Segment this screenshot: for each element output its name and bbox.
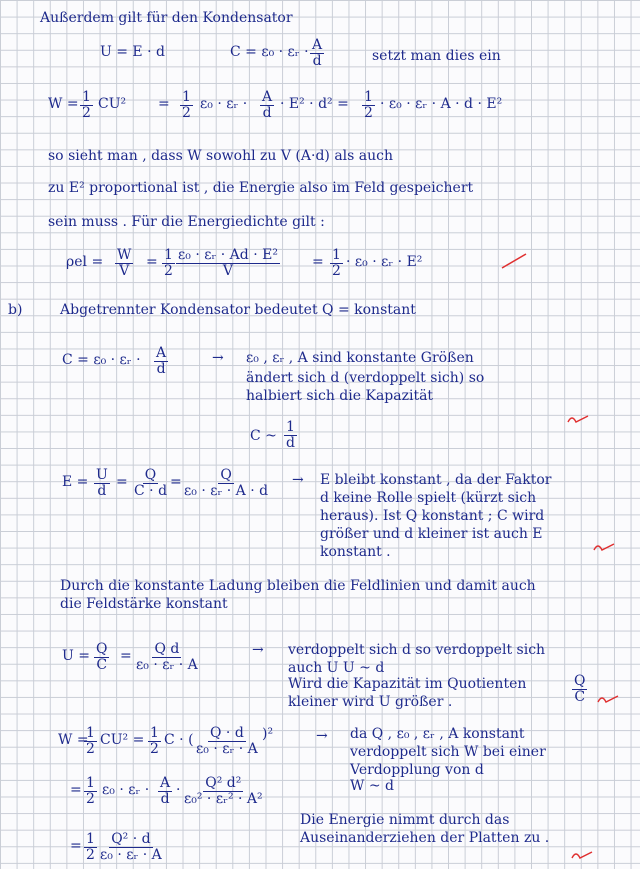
line-energie-nimmt: Die Energie nimmt durch das [300,812,510,828]
equals: = [120,648,132,664]
frac-one-half [84,726,97,757]
frac-den: 2 [86,847,95,863]
frac-u-over-d [94,468,110,499]
frac-num: A [262,89,273,105]
line-da-q: da Q , ε₀ , εᵣ , A konstant [350,726,525,742]
line-verdopplung: Verdopplung von d [350,762,484,778]
formula-rho: ρel = [66,254,104,270]
frac-one-over-d [284,420,297,451]
formula-cu2: CU² = [100,732,145,748]
formula-c: C = ε₀ · εᵣ · [62,352,141,368]
teacher-check-mark [570,846,600,864]
frac-one-half [80,90,93,121]
frac-den: ε₀ · εᵣ · A [100,847,162,863]
frac-num: U [96,467,108,483]
frac-den: 2 [332,263,341,279]
line-so-sieht: so sieht man , dass W sowohl zu V (A·d) als auch [48,148,394,164]
line-feldstaerke: die Feldstärke konstant [60,596,228,612]
frac-den: d [97,483,107,499]
formula-w: W = [58,732,89,748]
frac-num: Q² d² [205,775,242,791]
line-konstante: ε₀ , εᵣ , A sind konstante Größen [246,350,474,366]
line-verdoppelt: verdoppelt sich d so verdoppelt sich [288,642,546,658]
line-auseinander: Auseinanderziehen der Platten zu . [300,830,550,846]
formula-e: E = [62,474,89,490]
frac-den: ε₀ · εᵣ · A [136,657,198,673]
formula-eps: ε₀ · εᵣ · [200,96,248,112]
equals: = [146,254,158,270]
line-proportional: zu E² proportional ist , die Energie also im Feld gespeichert [48,180,474,196]
frac-num: Q [220,467,232,483]
frac-num: Q d [154,641,180,657]
frac-a-over-d [260,90,274,121]
frac-num: 1 [182,89,191,105]
arrow-right: → [252,642,264,658]
equals: = [70,782,82,798]
line-intro: Außerdem gilt für den Kondensator [40,10,293,26]
formula-u: U = [62,648,90,664]
teacher-check-mark [500,250,530,270]
frac-one-half [148,726,161,757]
frac-den: C [574,689,586,705]
frac-den: 2 [86,741,95,757]
frac-num: 1 [86,725,95,741]
frac-num: A [160,775,171,791]
frac-den: d [156,361,166,377]
frac-num: 1 [286,419,295,435]
frac-num: Q [144,467,157,483]
line-setzt: setzt man dies ein [372,48,501,64]
section-label-b: b) [8,302,23,318]
frac-qd-over-eps [196,726,258,757]
equals: = [70,838,82,854]
frac-num: 1 [86,831,95,847]
frac-one-half [180,90,193,121]
frac-den: d [262,105,272,121]
frac-qd-over-eps [136,642,198,673]
line-groesser: größer und d kleiner ist auch E [320,526,543,542]
line-w-prop: W ~ d [350,778,394,794]
frac-energy-density [176,248,280,279]
frac-one-half [362,90,375,121]
formula-c-prop: C ~ [250,428,277,444]
frac-den: V [119,263,130,279]
frac-den: d [285,435,295,451]
teacher-check-mark [592,538,622,556]
frac-w-over-v [115,248,133,279]
frac-one-half [162,248,175,279]
frac-den: 2 [182,105,191,121]
frac-den: ε₀ · εᵣ · A · d [184,483,269,499]
equals: = [170,474,182,490]
arrow-right: → [316,728,328,744]
formula-c-open: C · ( [164,732,194,748]
frac-den: 2 [86,791,95,807]
frac-num: A [156,345,167,361]
line-energiedichte: sein muss . Für die Energiedichte gilt : [48,214,325,230]
formula-w: W = [48,96,79,112]
frac-a-over-d [154,346,168,377]
equals: = [116,474,128,490]
frac-num: Q² · d [111,831,151,847]
frac-num: 1 [364,89,373,105]
line-konstant: konstant . [320,544,391,560]
frac-num: Q [96,641,108,657]
frac-num: ε₀ · εᵣ · Ad · E² [178,247,278,263]
frac-a-over-d [158,776,172,807]
frac-den: V [222,263,234,279]
formula-e2d2: · E² · d² = [280,96,349,112]
frac-num: Q [574,673,586,689]
frac-q2d-over-eps [100,832,162,863]
line-aendert: ändert sich d (verdoppelt sich) so [246,370,485,386]
formula-eps: ε₀ · εᵣ · [102,782,150,798]
frac-den: d [312,53,322,69]
frac-one-half [84,832,97,863]
frac-num: 1 [332,247,341,263]
line-keine-rolle: d keine Rolle spielt (kürzt sich [320,490,537,506]
line-verdoppelt-w: verdoppelt sich W bei einer [350,744,546,760]
formula-close: )² [262,726,274,742]
formula-c-label: C = ε₀ · εᵣ · [230,44,309,60]
frac-num: W [117,247,132,263]
frac-den: 2 [164,263,173,279]
formula-rho-result: · ε₀ · εᵣ · E² [346,254,423,270]
frac-den: ε₀² · εᵣ² · A² [184,791,263,807]
equals: = [158,96,170,112]
arrow-right: → [212,350,224,366]
formula-cu2: CU² [98,96,127,112]
frac-one-half [330,248,343,279]
frac-a-over-d [310,38,324,69]
frac-num: 1 [164,247,173,263]
formula-energy: · ε₀ · εᵣ · A · d · E² [380,96,503,112]
frac-den: d [160,791,170,807]
frac-den: ε₀ · εᵣ · A [196,741,258,757]
line-wird-kapazitaet: Wird die Kapazität im Quotienten [288,676,527,692]
frac-num: 1 [86,775,95,791]
arrow-right: → [292,472,304,488]
frac-q-over-c [94,642,109,673]
dot: · [176,782,181,798]
teacher-check-mark [596,690,626,708]
line-heraus: heraus). Ist Q konstant ; C wird [320,508,545,524]
frac-q-over-c [572,674,587,705]
frac-num: 1 [150,725,159,741]
frac-one-half [84,776,97,807]
line-abgetrennt: Abgetrennter Kondensator bedeutet Q = konstant [60,302,416,318]
line-durch: Durch die konstante Ladung bleiben die Feldlinien und damit auch [60,578,536,594]
line-e-bleibt: E bleibt konstant , da der Faktor [320,472,552,488]
frac-num: A [312,37,323,53]
frac-q-over-eps [184,468,268,499]
formula-u-ed: U = E · d [100,44,165,60]
frac-num: Q · d [210,725,244,741]
frac-den: 2 [150,741,159,757]
line-auch-u: auch U U ~ d [288,660,385,676]
line-halbiert: halbiert sich die Kapazität [246,388,434,404]
frac-den: 2 [82,105,91,121]
frac-den: C · d [134,483,168,499]
frac-q-over-cd [134,468,167,499]
equals: = [312,254,324,270]
teacher-check-mark [566,410,596,428]
line-kleiner: kleiner wird U größer . [288,694,453,710]
frac-num: 1 [82,89,91,105]
frac-den: 2 [364,105,373,121]
frac-den: C [96,657,108,673]
frac-q2d2 [184,776,263,807]
